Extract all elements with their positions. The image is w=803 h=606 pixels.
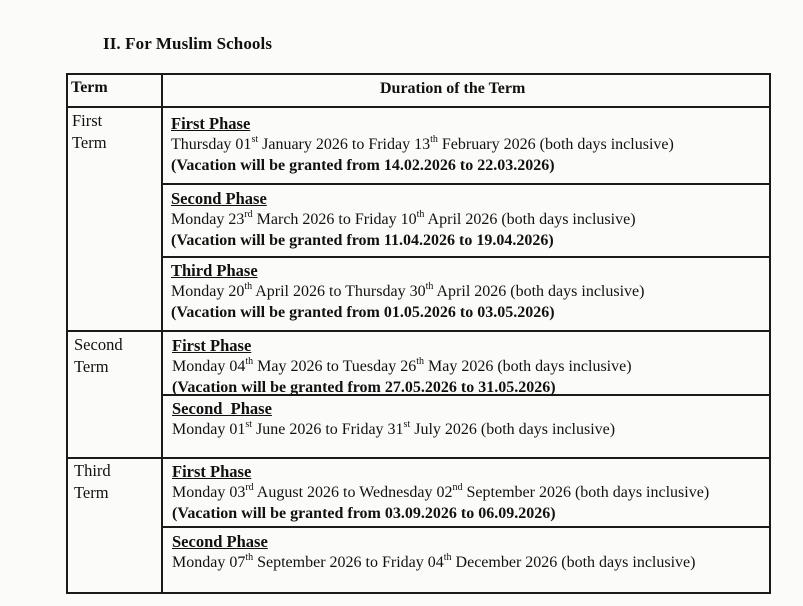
phase-title: First Phase: [171, 114, 251, 133]
phase-cell: [171, 113, 674, 176]
phase-title: Third Phase: [171, 261, 258, 280]
term-divider-1: [66, 330, 771, 332]
phase-cell: [171, 188, 636, 251]
phase-duration: Monday 04th May 2026 to Tuesday 26th May 2026 (both days inclusive): [172, 355, 632, 375]
phase-cell: [172, 335, 632, 398]
phase-title: Second Phase: [171, 189, 267, 208]
phase-duration: Monday 07th September 2026 to Friday 04th December 2026 (both days inclusive): [172, 551, 696, 571]
section-heading: II. For Muslim Schools: [103, 34, 273, 53]
column-divider: [161, 73, 163, 594]
table-border-top: [66, 73, 771, 75]
term-label: First Term: [72, 111, 107, 152]
term-label: Second Term: [74, 335, 123, 376]
vacation-note: (Vacation will be granted from 27.05.2026 to 31.05.2026): [172, 379, 556, 396]
header-term: Term: [71, 79, 108, 96]
term-divider-2: [66, 457, 771, 459]
phase-cell: [172, 531, 695, 573]
table-border-bottom: [66, 592, 771, 594]
phase-duration: Monday 23rd March 2026 to Friday 10th April 2026 (both days inclusive): [171, 208, 636, 228]
phase-divider: [161, 183, 771, 185]
phase-title: First Phase: [172, 462, 252, 481]
phase-title: Second Phase: [172, 399, 272, 418]
term-label: Third Term: [74, 461, 111, 502]
table-border-left: [66, 73, 68, 594]
vacation-note: (Vacation will be granted from 14.02.2026 to 22.03.2026): [171, 157, 555, 174]
phase-divider: [161, 526, 771, 528]
phase-cell: [171, 260, 644, 323]
header-divider: [66, 106, 771, 108]
vacation-note: (Vacation will be granted from 03.09.2026 to 06.09.2026): [172, 505, 556, 522]
phase-title: First Phase: [172, 336, 252, 355]
phase-divider: [161, 256, 771, 258]
header-duration: Duration of the Term: [380, 80, 526, 97]
phase-cell: [172, 461, 709, 524]
phase-cell: [172, 398, 615, 440]
phase-title: Second Phase: [172, 532, 268, 551]
phase-duration: Monday 01st June 2026 to Friday 31st July 2026 (both days inclusive): [172, 418, 616, 438]
vacation-note: (Vacation will be granted from 11.04.2026 to 19.04.2026): [171, 232, 554, 249]
phase-duration: Monday 20th April 2026 to Thursday 30th April 2026 (both days inclusive): [171, 280, 645, 300]
table-border-right: [769, 73, 771, 594]
phase-duration: Thursday 01st January 2026 to Friday 13th February 2026 (both days inclusive): [171, 133, 674, 153]
phase-duration: Monday 03rd August 2026 to Wednesday 02nd September 2026 (both days inclusive): [172, 481, 710, 501]
vacation-note: (Vacation will be granted from 01.05.2026 to 03.05.2026): [171, 304, 555, 321]
